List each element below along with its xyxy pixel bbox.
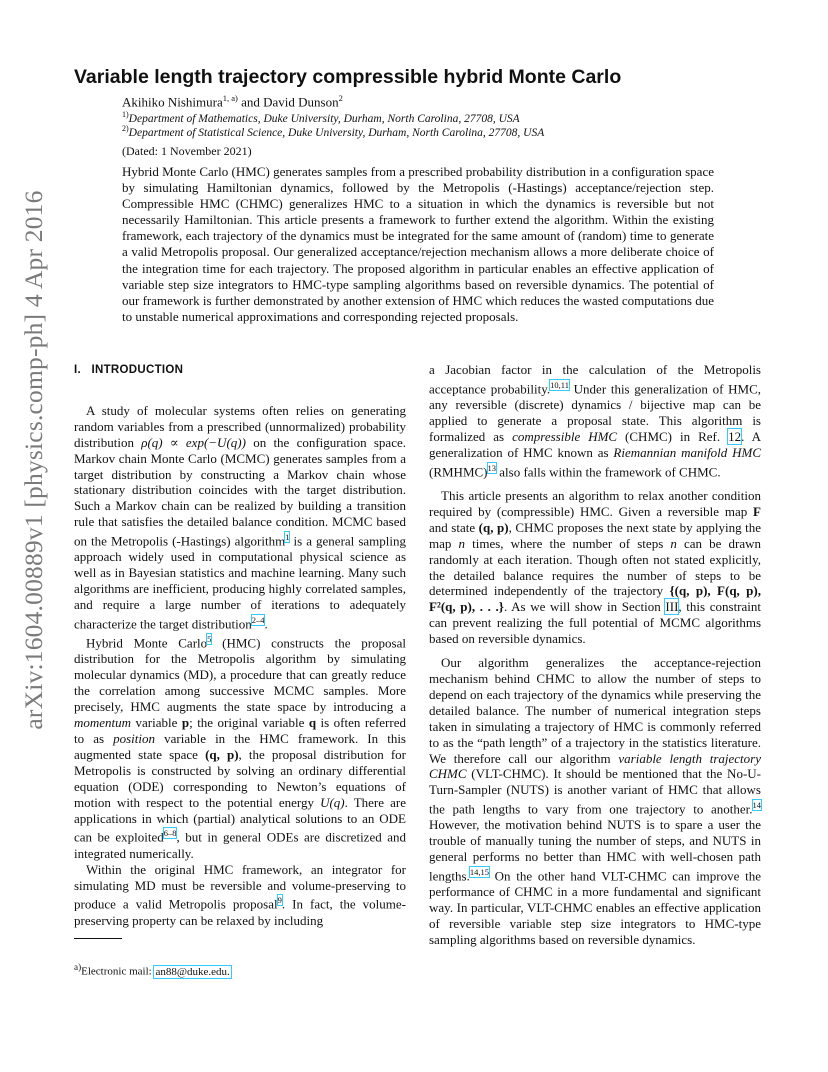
section-heading: I. INTRODUCTION — [74, 364, 184, 376]
paragraph: A study of molecular systems often relies on generating random variables from a prescribed (unnormalized) probability distribution ρ(q) ∝ exp(−U(q)) on the configuration space. Markov chain Monte Carlo (MCMC) generates samples from a target distribution by constructing a Markov chain whose stationary distribution coincides with the target distribution. Such a Markov chain can be realized by building a transition rule that satisfies the detailed balance condition. MCMC based on the Metropolis (-Hastings) algorithm$^1$ is a general sampling approach widely used in computational physical science as well as in Bayesian statistics and machine learning. Many such algorithms are inefficient, producing highly correlated samples, and require a large number of iterations to adequately characterize the target distribution$^{2-4}$. — [74, 402, 407, 632]
paragraph: Hybrid Monte Carlo$^5$ (HMC) constructs the proposal distribution for the Metropolis algorithm by simulating molecular dynamics (MD), a procedure that can greatly reduce the correlation among successive MCMC samples. More precisely, HMC augments the state space by introducing a momentum variable p; the original variable q is often referred to as position variable in the HMC framework. In this augmented state space (q, p), the proposal distribution for Metropolis is constructed by solving an ordinary differential equation (ODE) corresponding to Newton’s equations of motion with respect to the potential energy U(q). There are applications in which (partial) analytical solutions to an ODE can be exploited$^{6-8}$, but in general ODEs are discretized and integrated numerically. — [74, 634, 406, 861]
author-name: Akihiko Nishimura — [122, 94, 223, 110]
affiliation: $^{1)}$Department of Mathematics, Duke University, Durham, North Carolina, 27708, USA — [122, 110, 520, 125]
author-marks: 1, a) — [222, 93, 238, 103]
paragraph: This article presents an algorithm to relax another condition required by (compressible) HMC. Given a reversible map F and state (q, p), CHMC proposes the next state by applying the map n times, where the number of steps n can be drawn randomly at each iteration. Though often not stated explicitly, the detailed balance requires the number of steps to be determined independently of the trajectory {(q, p), F(q, p), F²(q, p), . . .}. As we will show in Section III, this constraint can prevent realizing the full potential of MCMC algorithms based on reversible dynamics. — [429, 488, 762, 647]
footnote: $^{a)}$Electronic mail: an88@duke.edu. — [74, 962, 230, 978]
citation-link[interactable]: 9 — [277, 895, 282, 906]
citation-link[interactable]: 5 — [207, 634, 212, 645]
right-column — [429, 362, 761, 948]
citation-link[interactable]: 10,11 — [550, 379, 569, 390]
citation-link[interactable]: 14,15 — [469, 867, 489, 878]
citation-link[interactable]: 2–4 — [251, 615, 265, 626]
dated-line: (Dated: 1 November 2021) — [122, 144, 252, 158]
footnote-rule — [74, 938, 122, 939]
left-column — [74, 362, 406, 929]
author-line — [122, 93, 343, 110]
citation-link[interactable]: 1 — [285, 532, 290, 543]
citation-link[interactable]: 13 — [487, 462, 497, 473]
citation-link[interactable]: 6–8 — [163, 828, 177, 839]
paragraph: Within the original HMC framework, an integrator for simulating MD must be reversible and volume-preserving to produce a valid Metropolis proposal$^9$. In fact, the volume-preserving property can be relaxed by including — [74, 861, 406, 928]
author-name: David Dunson — [263, 94, 339, 110]
arxiv-stamp: arXiv:1604.00889v1 [physics.comp-ph] 4 Apr 2016 — [19, 190, 48, 730]
section-link[interactable]: III — [665, 599, 679, 615]
email-link[interactable]: an88@duke.edu. — [155, 965, 230, 978]
paragraph: Our algorithm generalizes the acceptance-rejection mechanism behind CHMC to allow the number of steps to depend on each trajectory of the dynamics while preserving the detailed balance. The number of numerical integration steps taken in simulating a trajectory of HMC is commonly referred to as the “path length” of a trajectory in the statistics literature. We therefore call our algorithm variable length trajectory CHMC (VLT-CHMC). It should be mentioned that the No-U-Turn-Sampler (NUTS) is another variant of HMC that allows the path lengths to vary from one trajectory to another.$^{14}$ However, the motivation behind NUTS is to spare a user the trouble of manually tuning the number of steps, and NUTS in general performs no better than HMC with well-chosen path lengths.$^{14,15}$ On the other hand VLT-CHMC can improve the performance of CHMC in a more fundamental and significant way. In particular, VLT-CHMC enables an effective application of reversible variable step size integrators to HMC-type sampling algorithms based on reversible dynamics. — [429, 655, 761, 948]
citation-link[interactable]: 14 — [752, 800, 761, 811]
citation-link[interactable]: 12 — [728, 428, 742, 444]
paper-title: Variable length trajectory compressible hybrid Monte Carlo — [74, 66, 622, 88]
paragraph: a Jacobian factor in the calculation of the Metropolis acceptance probability.$^{10,11}$ Under this generalization of HMC, any reversible (discrete) dynamics / bijective map can be applied to generate a proposal state. This algorithm is formalized as compressible HMC (CHMC) in Ref. 12. A generalization of HMC known as Riemannian manifold HMC (RMHMC)$^{13}$ also falls within the framework of CHMC. — [429, 362, 762, 480]
author-marks: 2 — [338, 93, 343, 103]
abstract: Hybrid Monte Carlo (HMC) generates samples from a prescribed probability distribution in a configuration space by simulating Hamiltonian dynamics, followed by the Metropolis (-Hastings) acceptance/rejection step. Compressible HMC (CHMC) generalizes HMC to a situation in which the dynamics is reversible but not necessarily Hamiltonian. This article presents a framework to further extend the algorithm. Within the existing framework, each trajectory of the dynamics must be integrated for the same amount of (random) time to generate a valid Metropolis proposal. Our generalized acceptance/rejection mechanism allows a more deliberate choice of the integration time for each trajectory. The proposed algorithm in particular enables an effective application of variable step size integrators to HMC-type sampling algorithms based on reversible dynamics. The potential of our framework is further demonstrated by another extension of HMC which reduces the wasted computations due to unstable numerical approximations and corresponding rejected proposals. — [122, 164, 714, 324]
author-connector: and — [237, 94, 264, 110]
affiliation: $^{2)}$Department of Statistical Science, Duke University, Durham, North Carolina, 27708, USA — [122, 124, 545, 139]
